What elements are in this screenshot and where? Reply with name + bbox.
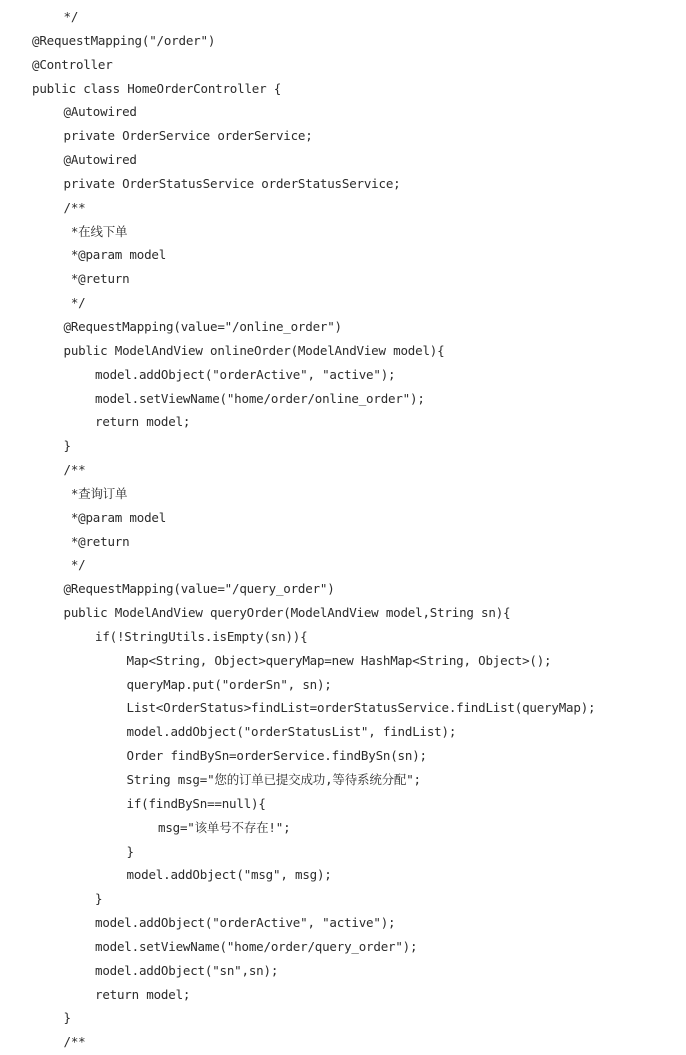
code-line: public ModelAndView onlineOrder(ModelAndView model){ <box>63 342 445 358</box>
code-line: if(findBySn==null){ <box>126 795 266 811</box>
code-line: return model; <box>95 414 191 430</box>
code-line: */ <box>63 295 86 311</box>
code-line: *查询订单 <box>63 485 128 501</box>
code-line: return model; <box>95 986 191 1002</box>
code-line: */ <box>63 557 86 573</box>
code-line: /** <box>63 1034 86 1050</box>
code-line: *@return <box>63 271 130 287</box>
code-line: @RequestMapping(value="/query_order") <box>63 581 335 597</box>
code-line: *@param model <box>63 509 167 525</box>
code-line: model.addObject("sn",sn); <box>95 962 279 978</box>
code-line: */ <box>63 9 79 24</box>
code-line: } <box>126 843 134 859</box>
code-line: *@return <box>63 533 130 549</box>
code-line: List<OrderStatus>findList=orderStatusService.findList(queryMap); <box>126 700 596 716</box>
code-line: @Controller <box>32 56 113 72</box>
code-line: @Autowired <box>63 152 137 168</box>
code-line: msg="该单号不存在!"; <box>158 819 291 835</box>
code-line: public class HomeOrderController { <box>32 80 282 96</box>
code-line: } <box>63 438 71 454</box>
code-line: *在线下单 <box>63 223 128 239</box>
code-line: private OrderStatusService orderStatusService; <box>63 175 401 191</box>
code-line: model.addObject("orderStatusList", findList); <box>126 724 457 740</box>
code-line: } <box>63 1010 71 1026</box>
code-line: model.setViewName("home/order/query_order"); <box>95 938 418 954</box>
code-line: private OrderService orderService; <box>63 128 313 144</box>
code-line: model.addObject("orderActive", "active"); <box>95 366 396 382</box>
code-line: @RequestMapping("/order") <box>32 32 216 48</box>
code-line: /** <box>63 199 86 215</box>
code-line: public ModelAndView queryOrder(ModelAndView model,String sn){ <box>63 605 511 621</box>
code-line: @Autowired <box>63 104 137 120</box>
code-line: Order findBySn=orderService.findBySn(sn); <box>126 748 427 764</box>
code-line: queryMap.put("orderSn", sn); <box>126 676 332 692</box>
code-line: model.setViewName("home/order/online_order"); <box>95 390 425 406</box>
code-line: Map<String, Object>queryMap=new HashMap<String, Object>(); <box>126 652 552 668</box>
code-line: if(!StringUtils.isEmpty(sn)){ <box>95 628 308 644</box>
code-line: } <box>95 891 103 907</box>
code-line: String msg="您的订单已提交成功,等待系统分配"; <box>126 772 421 787</box>
code-line: model.addObject("msg", msg); <box>126 867 332 883</box>
code-line: /** <box>63 462 86 478</box>
code-line: model.addObject("orderActive", "active"); <box>95 915 396 931</box>
code-line: @RequestMapping(value="/online_order") <box>63 318 342 334</box>
code-line: *@param model <box>63 247 167 263</box>
code-listing <box>0 5 686 1054</box>
